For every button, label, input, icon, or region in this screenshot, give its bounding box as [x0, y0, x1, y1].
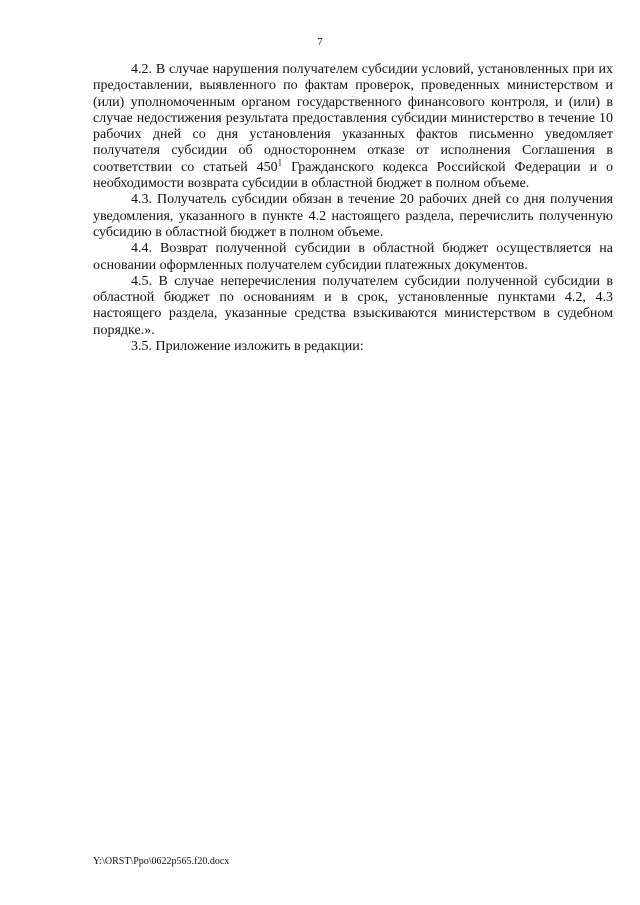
paragraph-4-4: 4.4. Возврат полученной субсидии в областной бюджет осуществляется на основании оформленных получателем субсидии платежных документов. [93, 241, 613, 273]
footer-file-path: Y:\ORST\Ppo\0622p565.f20.docx [93, 856, 230, 867]
page-number: 7 [317, 36, 323, 48]
paragraph-4-2-text-continued: Гражданского кодекса Российской Федерации и о необходимости возврата субсидии в областной бюджет в полном объеме. [93, 159, 613, 192]
paragraph-3-5: 3.5. Приложение изложить в редакции: [131, 339, 364, 355]
paragraph-4-2-text: 4.2. В случае нарушения получателем субсидии условий, установленных при их предоставлении, выявленного по фактам проверок, проведенных министерством и (или) уполномоченным органом государственного финансового контроля, и (или) в случае недостижения результата предоставления субсидии министерство в течение 10 рабочих дней со дня установления указанных фактов письменно уведомляет получателя субсидии об одностороннем отказе от исполнения Соглашения в соответствии со статьей 450 [93, 62, 613, 175]
document-body [93, 62, 613, 355]
footnote-superscript: 1 [277, 157, 283, 168]
paragraph-4-5: 4.5. В случае неперечисления получателем субсидии полученной субсидии в областной бюджет по основаниям и в срок, установленные пунктами 4.2, 4.3 настоящего раздела, указанные средства взыскиваются министерством в судебном порядке.». [93, 273, 613, 338]
paragraph-4-3: 4.3. Получатель субсидии обязан в течение 20 рабочих дней со дня получения уведомления, указанного в пункте 4.2 настоящего раздела, перечислить полученную субсидию в областной бюджет в полном объеме. [93, 192, 613, 240]
paragraph-4-2 [93, 62, 613, 192]
